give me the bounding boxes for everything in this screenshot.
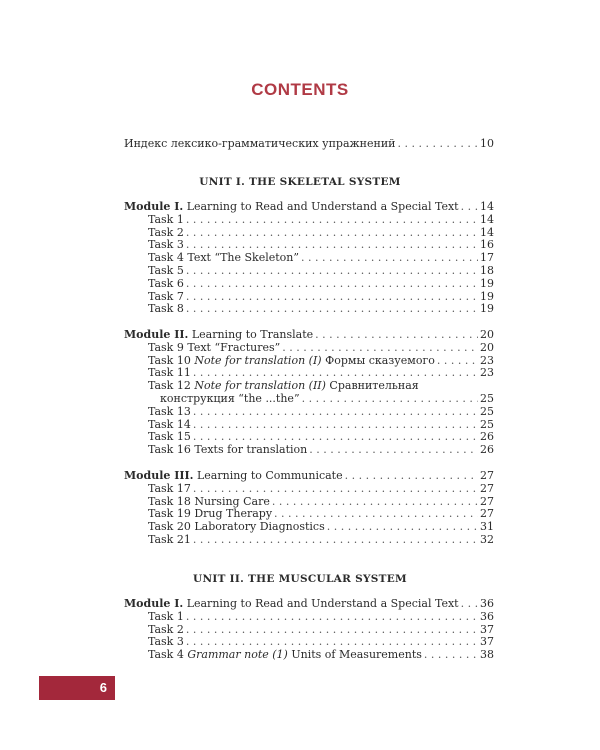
leader-dots bbox=[327, 521, 478, 534]
module-section bbox=[124, 598, 494, 662]
toc-page-number: 25 bbox=[480, 391, 494, 405]
toc-page-number: 14 bbox=[480, 225, 494, 239]
leader-dots bbox=[424, 649, 478, 662]
toc-page-number: 19 bbox=[480, 302, 494, 316]
toc-page-number: 26 bbox=[480, 443, 494, 457]
toc-task-row[interactable] bbox=[124, 406, 494, 419]
toc-page-number: 23 bbox=[480, 366, 494, 380]
leader-dots bbox=[186, 611, 478, 624]
leader-dots bbox=[186, 624, 478, 637]
task-suffix: Формы сказуемого bbox=[321, 353, 435, 367]
module-section bbox=[124, 470, 494, 547]
leader-dots bbox=[461, 598, 478, 611]
module-title: Learning to Translate bbox=[191, 328, 314, 341]
leader-dots bbox=[437, 355, 478, 368]
toc-entry-text bbox=[124, 329, 313, 342]
task-note: Note for translation (II) bbox=[194, 379, 326, 393]
toc-entry-text: Task 2 bbox=[148, 622, 184, 636]
toc-entry-text: Task 15 bbox=[148, 430, 191, 444]
task-prefix: Task 4 bbox=[148, 648, 188, 662]
toc-entry-text: Task 1 bbox=[148, 212, 184, 226]
toc-task-row[interactable] bbox=[124, 534, 494, 547]
leader-dots bbox=[301, 252, 478, 265]
toc-page-number: 16 bbox=[480, 238, 494, 252]
toc-task-row[interactable] bbox=[124, 265, 494, 278]
page-number-badge: 6 bbox=[39, 676, 115, 700]
toc-task-row[interactable] bbox=[124, 214, 494, 227]
toc-page-number: 32 bbox=[480, 532, 494, 546]
page-title: CONTENTS bbox=[251, 80, 349, 99]
toc-page-number: 27 bbox=[480, 494, 494, 508]
toc-entry-text: Task 6 bbox=[148, 276, 184, 290]
toc-page-number: 27 bbox=[480, 507, 494, 521]
toc-task-row[interactable] bbox=[124, 649, 494, 662]
module-title: Learning to Read and Understand a Special Text bbox=[186, 200, 459, 213]
toc-module-row[interactable] bbox=[124, 329, 494, 342]
toc-page-number: 37 bbox=[480, 622, 494, 636]
toc-entry-text: Task 7 bbox=[148, 289, 184, 303]
module-label: Module I. bbox=[124, 200, 184, 213]
toc-entry-text: Task 11 bbox=[148, 366, 191, 380]
leader-dots bbox=[186, 291, 478, 304]
leader-dots bbox=[193, 483, 478, 496]
module-title: Learning to Communicate bbox=[196, 469, 343, 482]
leader-dots bbox=[193, 534, 478, 547]
toc-page-number: 37 bbox=[480, 635, 494, 649]
toc-entry-text: Task 3 bbox=[148, 238, 184, 252]
toc-page-number: 19 bbox=[480, 289, 494, 303]
task-suffix: Units of Measurements bbox=[287, 648, 422, 662]
toc-page-number: 19 bbox=[480, 276, 494, 290]
toc-task-row[interactable] bbox=[124, 611, 494, 624]
toc-page-number: 20 bbox=[480, 340, 494, 354]
toc-entry-text: Task 5 bbox=[148, 263, 184, 277]
leader-dots bbox=[345, 470, 478, 483]
toc-entry-text: Task 17 bbox=[148, 481, 191, 495]
unit-heading: UNIT II. THE MUSCULAR SYSTEM bbox=[193, 573, 407, 585]
toc-entry-text: Task 19 Drug Therapy bbox=[148, 507, 273, 521]
leader-dots bbox=[272, 496, 478, 509]
toc-page-number: 38 bbox=[480, 648, 494, 662]
task-prefix: Task 10 bbox=[148, 353, 195, 367]
toc-task-row[interactable] bbox=[124, 278, 494, 291]
module-label: Module I. bbox=[124, 597, 184, 610]
leader-dots bbox=[397, 138, 478, 151]
toc-entry-text: Task 9 Text “Fractures” bbox=[148, 340, 281, 354]
toc-entry-text: Task 21 bbox=[148, 532, 191, 546]
toc-page-number: 10 bbox=[480, 137, 494, 150]
toc-page-number: 27 bbox=[480, 469, 494, 482]
toc-page-number: 26 bbox=[480, 430, 494, 444]
toc-entry-text: Task 1 bbox=[148, 609, 184, 623]
toc-entry-text bbox=[124, 470, 343, 483]
toc-page-number: 36 bbox=[480, 597, 494, 610]
toc-entry-text: Task 3 bbox=[148, 635, 184, 649]
leader-dots bbox=[193, 406, 478, 419]
toc-page-number: 17 bbox=[480, 251, 494, 265]
task-note: Grammar note (1) bbox=[187, 648, 288, 662]
toc-entry-text: Task 14 bbox=[148, 417, 191, 431]
leader-dots bbox=[186, 278, 478, 291]
toc-entry-text: Task 8 bbox=[148, 302, 184, 316]
toc-page-number: 14 bbox=[480, 200, 494, 213]
task-note: Note for translation (I) bbox=[194, 353, 322, 367]
toc-entry-text: Индекс лексико-грамматических упражнений bbox=[124, 137, 396, 150]
leader-dots bbox=[309, 444, 478, 457]
leader-dots bbox=[302, 393, 478, 406]
toc-page-number: 18 bbox=[480, 263, 494, 277]
toc-page-number: 23 bbox=[480, 353, 494, 367]
toc-entry-text: Task 2 bbox=[148, 225, 184, 239]
toc-page-number: 20 bbox=[480, 328, 494, 341]
module-section bbox=[124, 329, 494, 457]
leader-dots bbox=[461, 201, 478, 214]
module-label: Module II. bbox=[124, 328, 189, 341]
toc-entry-text bbox=[124, 201, 459, 214]
toc-page-number: 14 bbox=[480, 212, 494, 226]
toc-entry-text: Task 16 Texts for translation bbox=[148, 443, 308, 457]
toc-entry-text bbox=[148, 649, 422, 662]
toc-task-row[interactable] bbox=[124, 483, 494, 496]
toc-entry-text: конструкция “the ...the” bbox=[160, 391, 300, 405]
toc-entry-text bbox=[124, 598, 459, 611]
leader-dots bbox=[315, 329, 478, 342]
toc-page-number: 25 bbox=[480, 404, 494, 418]
leader-dots bbox=[186, 265, 478, 278]
leader-dots bbox=[186, 214, 478, 227]
toc-task-row-continuation[interactable] bbox=[124, 393, 494, 406]
module-title: Learning to Read and Understand a Special Text bbox=[186, 597, 459, 610]
toc-page-number: 36 bbox=[480, 609, 494, 623]
task-prefix: Task 12 bbox=[148, 379, 195, 393]
toc-intro-entry[interactable] bbox=[124, 138, 494, 151]
task-suffix: Сравнительная bbox=[325, 379, 419, 393]
module-section bbox=[124, 201, 494, 316]
leader-dots bbox=[186, 227, 478, 240]
toc-entry-text: Task 4 Text “The Skeleton” bbox=[148, 251, 299, 265]
toc-module-row[interactable] bbox=[124, 598, 494, 611]
toc-entry-text: Task 18 Nursing Care bbox=[148, 494, 270, 508]
unit-heading: UNIT I. THE SKELETAL SYSTEM bbox=[199, 176, 401, 188]
toc-task-row[interactable] bbox=[124, 444, 494, 457]
toc-page-number: 27 bbox=[480, 481, 494, 495]
module-label: Module III. bbox=[124, 469, 194, 482]
toc-module-row[interactable] bbox=[124, 470, 494, 483]
toc-entry-text bbox=[148, 355, 435, 368]
toc-entry-text: Task 13 bbox=[148, 404, 191, 418]
leader-dots bbox=[186, 303, 478, 316]
toc-page-number: 31 bbox=[480, 520, 494, 534]
toc-module-row[interactable] bbox=[124, 201, 494, 214]
toc-page-number: 25 bbox=[480, 417, 494, 431]
toc-entry-text: Task 20 Laboratory Diagnostics bbox=[148, 520, 325, 534]
toc-task-row[interactable] bbox=[124, 303, 494, 316]
leader-dots bbox=[193, 419, 478, 432]
